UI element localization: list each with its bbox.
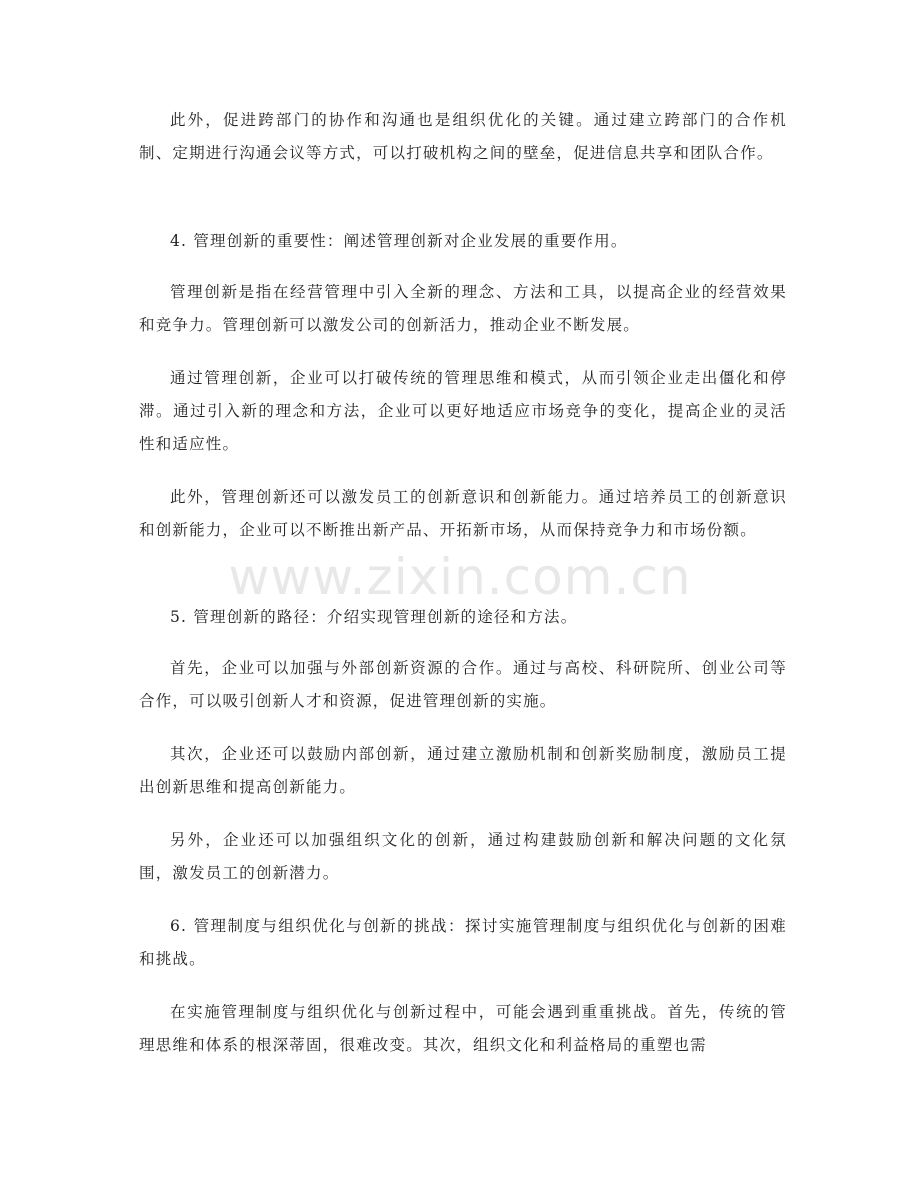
section-heading-4: 4. 管理创新的重要性：阐述管理创新对企业发展的重要作用。 (170, 232, 628, 250)
paragraph-management-innovation-definition: 管理创新是指在经营管理中引入全新的理念、方法和工具，以提高企业的经营效果和竞争力。管理创新可以激发公司的创新活力，推动企业不断发展。 (139, 283, 787, 334)
paragraph-break-traditional-thinking: 通过管理创新，企业可以打破传统的管理思维和模式，从而引领企业走出僵化和停滞。通过引入新的理念和方法，企业可以更好地适应市场竞争的变化，提高企业的灵活性和适应性。 (139, 369, 787, 453)
paragraph-employee-innovation: 此外，管理创新还可以激发员工的创新意识和创新能力。通过培养员工的创新意识和创新能力，企业可以不断推出新产品、开拓新市场，从而保持竞争力和市场份额。 (139, 488, 787, 539)
paragraph-cross-department-collaboration: 此外，促进跨部门的协作和沟通也是组织优化的关键。通过建立跨部门的合作机制、定期进行沟通会议等方式，可以打破机构之间的壁垒，促进信息共享和团队合作。 (139, 111, 787, 162)
paragraph-external-cooperation: 首先，企业可以加强与外部创新资源的合作。通过与高校、科研院所、创业公司等合作，可以吸引创新人才和资源，促进管理创新的实施。 (139, 659, 787, 710)
watermark: www.zixin.com.cn (228, 548, 692, 606)
paragraph-implementation-challenges: 在实施管理制度与组织优化与创新过程中，可能会遇到重重挑战。首先，传统的管理思维和体系的根深蒂固，很难改变。其次，组织文化和利益格局的重塑也需 (139, 1003, 787, 1054)
section-heading-6: 6. 管理制度与组织优化与创新的挑战：探讨实施管理制度与组织优化与创新的困难和挑战。 (139, 917, 787, 968)
section-heading-5: 5. 管理创新的路径：介绍实现管理创新的途径和方法。 (170, 608, 578, 626)
paragraph-internal-innovation: 其次，企业还可以鼓励内部创新，通过建立激励机制和创新奖励制度，激励员工提出创新思维和提高创新能力。 (139, 745, 787, 796)
paragraph-organizational-culture: 另外，企业还可以加强组织文化的创新，通过构建鼓励创新和解决问题的文化氛围，激发员工的创新潜力。 (139, 831, 787, 882)
